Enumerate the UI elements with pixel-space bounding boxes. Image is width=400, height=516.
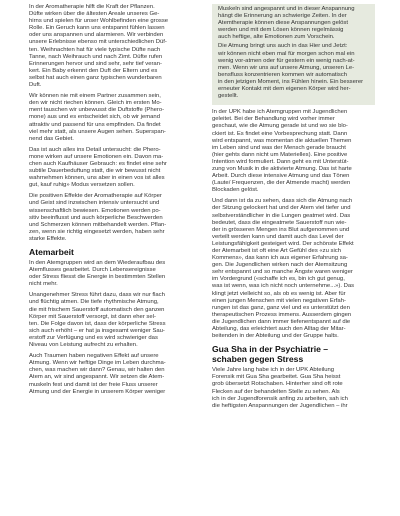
- section-heading-atemarbeit: Atemarbeit: [29, 247, 74, 257]
- section-heading-gua-sha: Gua Sha in der Psychiatrie – schaben gegen Stress: [212, 344, 329, 365]
- right-column: [212, 4, 375, 414]
- paragraph-stress-breathing: Unangenehmer Stress führt dazu, dass wir nur flach und flüchtig atmen. Die tiefe rhythmische Atmung, die mit frischem Sauerstoff automatisch den ganzen Körper mit Sauerstoff versorgt, ist dann eher sel- ten. Die Folge davon ist, dass der körperliche Stress sich auch erhöht – er hat ja insgesamt weniger Sau- erstoff zur Verfügung und es wird schwieriger das Niveau von Leistung aufrecht zu erhalten.: [29, 292, 166, 349]
- paragraph-positive-effects: Die positiven Effekte der Aromatherapie auf Körper und Geist sind inzwischen intensiv untersucht und wissenschaftlich bewiesen. Emotionen werden po- sitiv beeinflusst und auch körperliche Beschwerden und Schmerzen können mitbehandelt werden. Pflan- zen, wenn sie richtig eingesetzt werden, haben sehr starke Effekte.: [29, 193, 167, 242]
- paragraph-partner-pheromones: Wir können nie mit einem Partner zusammen sein, den wir nicht riechen können. Gleich im ersten Mo- ment tauschen wir unbewusst die Duftstoffe (Phero- mone) aus und es entscheidet sich, ob wir jemand attraktiv und passend für uns empfinden. Da findet viel mehr statt, als unsere Augen sehen. Superspan- nend das Gebiet.: [29, 93, 166, 142]
- paragraph-aromatherapy: In der Aromatherapie hilft die Kraft der Pflanzen. Düfte wirken über die ältesten Areale unseres Ge- hirns und spielen für unser Wohlbefinden eine grosse Rolle. Ein Geruch kann uns entspannt fühlen lassen oder uns anspannen und alarmieren. Wir verbinden unsere Erlebnisse ebenso mit unterschiedlichen Düf- ten. Weihnachten hat für viele typische Düfte nach Tanne, nach Weihrauch und nach Zimt. Düfte rufen Erinnerungen hervor und sind sehr, sehr tief veran- kert. Ein Baby erkennt den Duft der Eltern und es selbst hat auch einen ganz typischen wunderbaren Duft.: [29, 4, 169, 89]
- box-paragraph-here-and-now: Die Atmung bringt uns auch in das Hier und Jetzt: wir können nicht eben mal für morgen schon mal ein wenig vor-atmen oder für gestern ein wenig nach-at- men. Wenn wir uns auf unsere Atmung, unseren Le- bensfluss konzentrieren kommen wir automatisch in den jetzigen Moment, ins Fühlen hinein. Ein besserer erneuter Kontakt mit dem eigenen Körper wird her- gestellt.: [218, 43, 364, 100]
- paragraph-upk-groups: In der UPK habe ich Atemgruppen mit Jugendlichen geleitet. Bei der Behandlung wird vorher immer geschaut, wie die Atmung gerade ist und wo sie blo- ckiert ist. Es findet eine Vorbesprechung statt. Dann wird entspannt, was momentan die aktuellen Themen im Leben sind und was der Mensch gerade braucht (hier gehts dann nicht um Materielles). Eine positive Intention wird formuliert. Dann geht es mit Unterstüt- zung von Musik in die aktivierte Atmung. Das ist harte Arbeit. Durch diese intensive Atmung und das Tönen (Laute/ Frequenzen, die der Atmende macht) werden Blockaden gelöst.: [212, 109, 352, 194]
- left-column: [29, 4, 192, 400]
- paragraph-after-session: Und dann ist da zu sehen, dass sich die Atmung nach der Sitzung gelockert hat und der Atem viel tiefer und selbstverständlicher in die Lungen geatmet wird. Das bedeutet, dass die eingeatmete Sauerstoff nun wie- der in grösseren Mengen ins Blut aufgenommen und verteilt werden kann und damit auch das Level der Leistungsfähigkeit gesteigert wird. Der schönste Effekt der Atemarbeit ist oft eine Art Gefühl des «zu sich Kommens», das kann ich aus eigener Erfahrung sa- gen. Die Jugendlichen wirken nach der Atemsitzung sehr entspannt und so manche Ängste waren weniger im Vordergrund («schaffe ich es, bin ich gut genug, was ist wenn, was ich nicht noch unternehme...»). Das klingt jetzt vielleicht so, als ob es wenig ist. Aber für einen jungen Menschen mit vielen negativen Erfah- rungen ist das ganz, ganz viel und es unterstützt den therapeutischen Prozess immens. Ausserdem gingen die Jugendlichen dann immer tiefenentspannt auf die Abteilung, das erleichtert auch den Alltag der Mitar- beitenden in der Abteilung und der Gruppe halts.: [212, 198, 355, 340]
- paragraph-trauma-breathing: Auch Traumen haben negativen Effekt auf unsere Atmung. Wenn wir heftige Dinge im Leben durchma- chen, was machen wir dann? Genau, wir halten den Atem an, wir sind angespannt. Wir setzen die Atem- muskeln fest und damit ist der freie Fluss unserer Atmung und der Energie in unserem Körper weniger: [29, 353, 166, 395]
- highlight-box: [212, 4, 375, 105]
- paragraph-gua-sha: Viele Jahre lang habe ich in der UPK Abteilung Forensik mit Gua Sha gearbeitet. Gua Sha heisst grob übersetzt Rotschaben. Hinterher sind oft rote Flecken auf der behandelten Stelle zu sehen. Als ich in der Jugendforensik anfing zu arbeiten, sah ich die heftigsten Anspannungen der Jugendlichen – ihr: [212, 367, 348, 409]
- box-paragraph-muscles: Muskeln sind angespannt und in dieser Anspannung hängt die Erinnerung an schwierige Zeiten. In der Atemtherapie können diese Anspannungen gelöst werden und mit dem Lösen können regelmässig auch heftige, alte Emotionen zum Vorschein.: [218, 6, 355, 41]
- paragraph-atemgruppen: In den Atemgruppen wird an dem Wiederaufbau des Atemflusses gearbeitet. Durch Lebensereignisse oder Stress fliesst die Energie in bestimmten Stellen nicht mehr.: [29, 260, 166, 288]
- paragraph-pheromones-emotions: Das ist auch alles ins Detail untersucht: die Phero- mone wirken auf unsere Emotionen ein. Davon ma- chen auch Kaufhäuser Gebrauch: es findet eine sehr subtile Dauerbeduftung statt, die wir bewusst nicht wahrnehmen können, uns aber in einen vos ist alles gut, kauf ruhig» Modus versetzen sollen.: [29, 146, 167, 189]
